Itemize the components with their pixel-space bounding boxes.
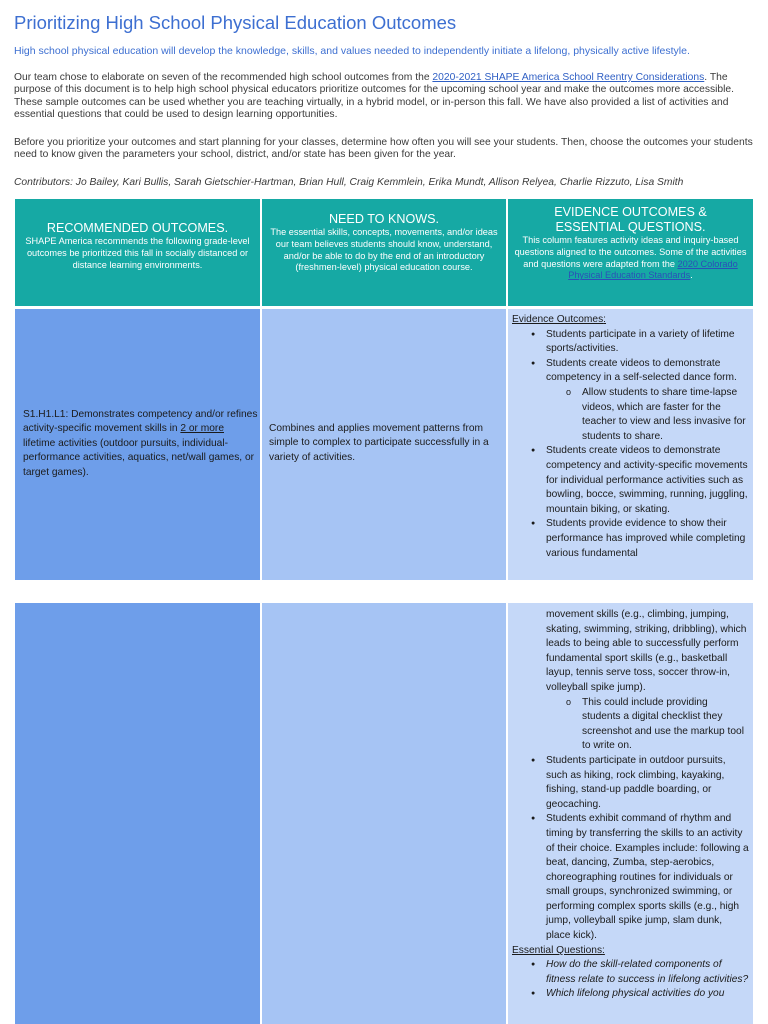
outcome-text-before: S1.H1.L1: Demonstrates competency and/or refines activity-specific movement skills in: [23, 409, 258, 435]
planning-paragraph: Before you prioritize your outcomes and start planning for your classes, determine how often you will see your students. Then, choose the outcomes your students need to know given the parameters your school, district, and/or state has been given for the year.: [14, 137, 753, 161]
list-item: ● Which lifelong physical activities do you: [512, 987, 749, 1002]
essential-questions-label: Essential Questions:: [512, 944, 605, 956]
header-evidence-title-line1: EVIDENCE OUTCOMES &: [554, 205, 707, 219]
header-evidence-title-line2: ESSENTIAL QUESTIONS.: [555, 220, 706, 234]
list-item: o This could include providing students a digital checklist they screenshot and use the markup tool to write on.: [512, 696, 749, 754]
header-recommended-outcomes-title: RECOMMENDED OUTCOMES.: [46, 221, 229, 235]
evidence-cell: [508, 309, 753, 580]
list-item: ● Students participate in a variety of lifetime sports/activities.: [512, 328, 749, 357]
header-evidence-outcomes: [508, 199, 753, 306]
list-item: ● How do the skill-related components of fitness relate to success in lifelong activities?: [512, 958, 749, 987]
header-need-to-knows-desc: The essential skills, concepts, movements, and/or ideas our team believes students should know, understand, and/or be able to do by the end of an introductory (freshmen-level) physical education course.: [270, 227, 498, 273]
outcome-text: [19, 408, 263, 480]
page-title: Prioritizing High School Physical Education Outcomes: [14, 12, 457, 33]
two-or-more-link[interactable]: 2 or more: [180, 423, 224, 435]
header-evidence-desc: [514, 235, 747, 282]
evidence-cell-continued: [508, 603, 753, 1024]
outcome-cell-continued: [15, 603, 260, 1024]
list-item: ● Students provide evidence to show their performance has improved while completing various fundamental: [512, 517, 749, 561]
outcome-cell: [15, 309, 260, 580]
header-evidence-desc-end: .: [690, 270, 693, 281]
list-item: ● Students create videos to demonstrate competency and activity-specific movements for individual performance activities such as bowling, bocce, swimming, running, juggling, mountain biking, or skating.: [512, 444, 749, 517]
colorado-standards-link[interactable]: 2020 Colorado Physical Education Standards: [568, 258, 738, 281]
list-item: ● Students exhibit command of rhythm and timing by transferring the skills to an activity of their choice. Examples include: following a beat, dancing, Zumba, step-aerobics, choreographing routines for individuals or small groups, synchronized swimming, or performing complex sports skills (e.g., high jump, volleyball spike jump, slam dunk, place kick).: [512, 812, 749, 943]
header-evidence-desc-text: This column features activity ideas and inquiry-based questions aligned to the outcomes. Some of the activities and questions were adapted from the: [514, 235, 747, 269]
reentry-considerations-link[interactable]: 2020-2021 SHAPE America School Reentry Considerations: [432, 72, 705, 83]
list-item: o Allow students to share time-lapse videos, which are faster for the teacher to view and less invasive for students to share.: [512, 386, 749, 444]
list-item: ● Students participate in outdoor pursuits, such as hiking, rock climbing, kayaking, fishing, stand-up paddle boarding, or geocaching.: [512, 754, 749, 812]
outcome-text-after: lifetime activities (outdoor pursuits, individual-performance activities, aquatics, net/wall games, or target games).: [23, 437, 255, 478]
header-need-to-knows-title: NEED TO KNOWS.: [328, 212, 440, 226]
contributors-line: Contributors: Jo Bailey, Kari Bullis, Sarah Gietschier-Hartman, Brian Hull, Craig Kemmlein, Erika Mundt, Allison Relyea, Charlie Rizzuto, Lisa Smith: [14, 177, 684, 188]
list-item: ● Students create videos to demonstrate competency in a self-selected dance form.: [512, 357, 749, 386]
intro-text-after: . The purpose of this document is to help high school physical educators prioritize outcomes for the upcoming school year and make the outcomes more accessible. These sample outcomes can be used whether you are teaching virtually, in a hybrid model, or in-person this fall. We have also provided a list of activities and essential questions that could be used to design learning opportunities.: [14, 72, 735, 120]
evidence-list: [512, 328, 749, 562]
evidence-outcomes-label: Evidence Outcomes:: [512, 314, 607, 325]
questions-list: [512, 958, 749, 1002]
intro-paragraph: [14, 72, 754, 121]
evidence-list-continued: [512, 608, 749, 944]
need-to-know-text: Combines and applies movement patterns from simple to complex to participate successfully in a variety of activities.: [269, 423, 489, 463]
header-recommended-outcomes: [15, 199, 260, 306]
header-need-to-knows: [262, 199, 506, 306]
page-subtitle: High school physical education will develop the knowledge, skills, and values needed to independently initiate a lifelong, physically active lifestyle.: [14, 45, 690, 57]
list-item: movement skills (e.g., climbing, jumping, skating, swimming, striking, dribbling), which leads to being able to successfully perform fundamental sport skills (e.g., basketball layup, tennis serve toss, soccer throw-in, volleyball spike jump).: [546, 609, 747, 693]
intro-text-before: Our team chose to elaborate on seven of the recommended high school outcomes from the: [14, 72, 433, 83]
need-to-know-cell: [262, 309, 506, 580]
need-to-know-cell-continued: [262, 603, 506, 1024]
header-recommended-outcomes-desc: SHAPE America recommends the following grade-level outcomes be prioritized this fall in socially distanced or distance learning environments.: [25, 236, 250, 270]
